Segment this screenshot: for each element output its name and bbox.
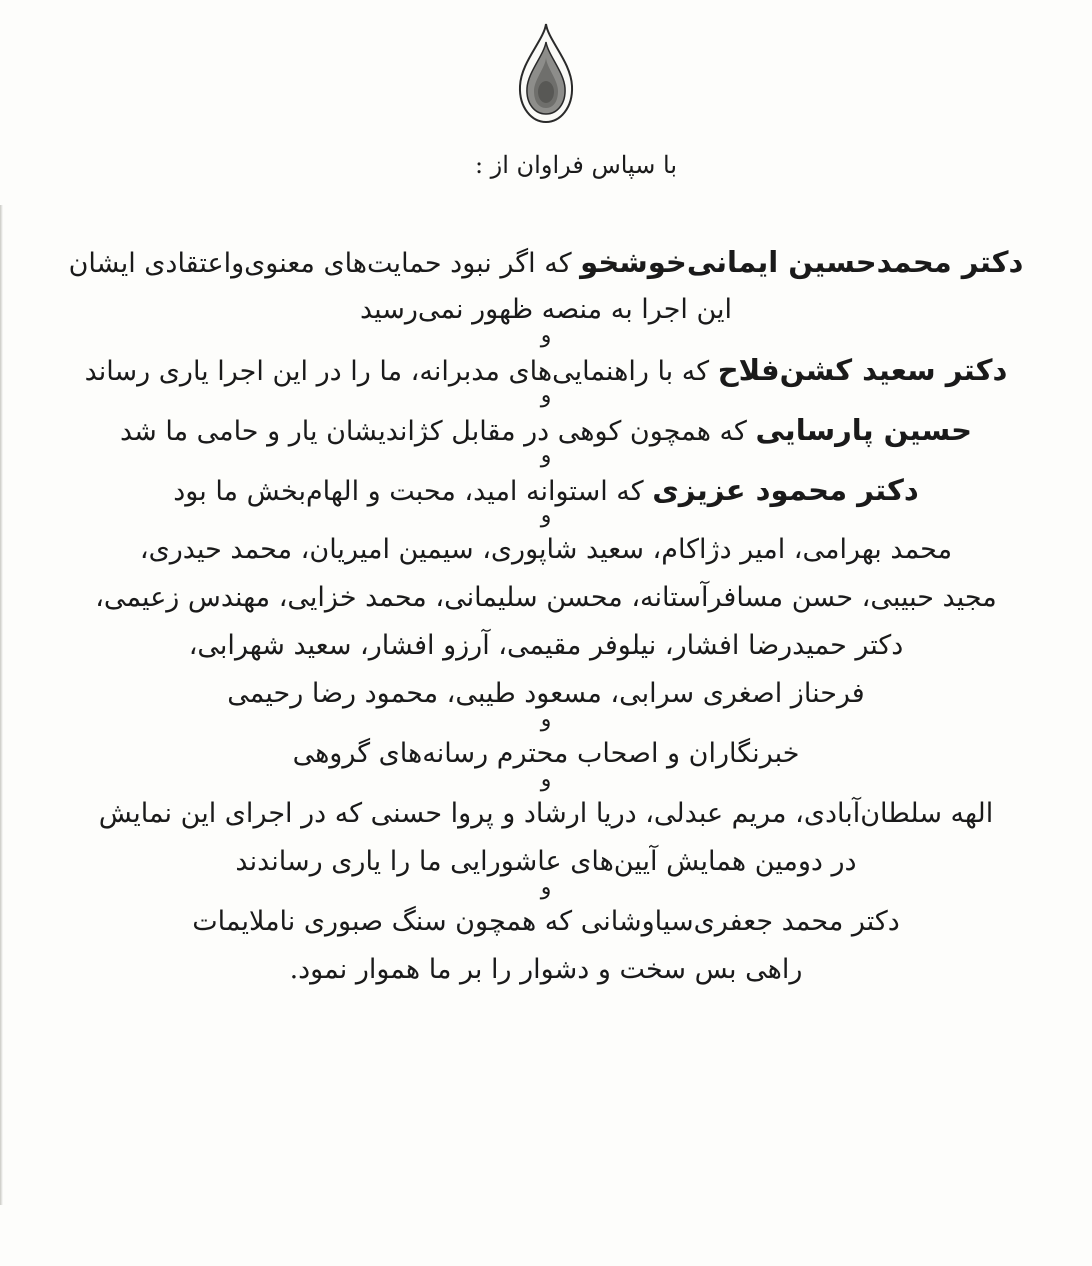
conjunction: و xyxy=(540,707,552,732)
names-line: مجید حبیبی، حسن مسافرآستانه، محسن سلیمانی، محمد خزایی، مهندس زعیمی، xyxy=(95,582,997,613)
ack-text: که با راهنمایی‌های مدبرانه، ما را در این اجرا یاری رساند xyxy=(84,356,718,387)
ack-text: که اگر نبود حمایت‌های معنوی‌واعتقادی ایشان xyxy=(68,248,581,279)
names-line: محمد بهرامی، امیر دژاکام، سعید شاپوری، سیمین امیریان، محمد حیدری، xyxy=(139,534,953,565)
person-name: دکتر محمدحسین ایمانی‌خوشخو xyxy=(580,245,1024,279)
acknowledgements xyxy=(0,238,1092,994)
teardrop-emblem-icon xyxy=(517,22,575,124)
conjunction: و xyxy=(540,875,552,900)
names-line: فرحناز اصغری سرابی، مسعود طیبی، محمود رضا رحیمی xyxy=(227,678,865,709)
person-name: دکتر سعید کشن‌فلاح xyxy=(717,353,1008,387)
person-name: حسین پارسایی xyxy=(755,413,973,447)
conjunction: و xyxy=(540,503,552,528)
conjunction: و xyxy=(540,767,552,792)
ack-line-1 xyxy=(0,238,1092,286)
performers-line: در دومین همایش آیین‌های عاشورایی ما را یاری رساندند xyxy=(235,846,857,877)
final-line: دکتر محمد جعفری‌سیاوشانی که همچون سنگ صبوری ناملایمات xyxy=(192,906,900,937)
performers-line: الهه سلطان‌آبادی، مریم عبدلی، دریا ارشاد و پروا حسنی که در اجرای این نمایش xyxy=(98,798,994,829)
ack-text: که همچون کوهی در مقابل کژاندیشان یار و حامی ما شد xyxy=(119,416,756,447)
names-line: دکتر حمیدرضا افشار، نیلوفر مقیمی، آرزو افشار، سعید شهرابی، xyxy=(188,630,904,661)
press-line: خبرنگاران و اصحاب محترم رسانه‌های گروهی xyxy=(292,738,800,769)
person-name: دکتر محمود عزیزی xyxy=(652,473,919,507)
ack-line-1b: این اجرا به منصه ظهور نمی‌رسید xyxy=(359,294,733,325)
conjunction: و xyxy=(540,383,552,408)
intro-line xyxy=(0,148,1092,182)
conjunction: و xyxy=(540,443,552,468)
final-line: راهی بس سخت و دشوار را بر ما هموار نمود. xyxy=(289,954,803,985)
conjunction: و xyxy=(540,323,552,348)
intro-text: با سپاس فراوان از : xyxy=(474,151,678,179)
ack-text: که استوانه امید، محبت و الهام‌بخش ما بود xyxy=(173,476,653,507)
